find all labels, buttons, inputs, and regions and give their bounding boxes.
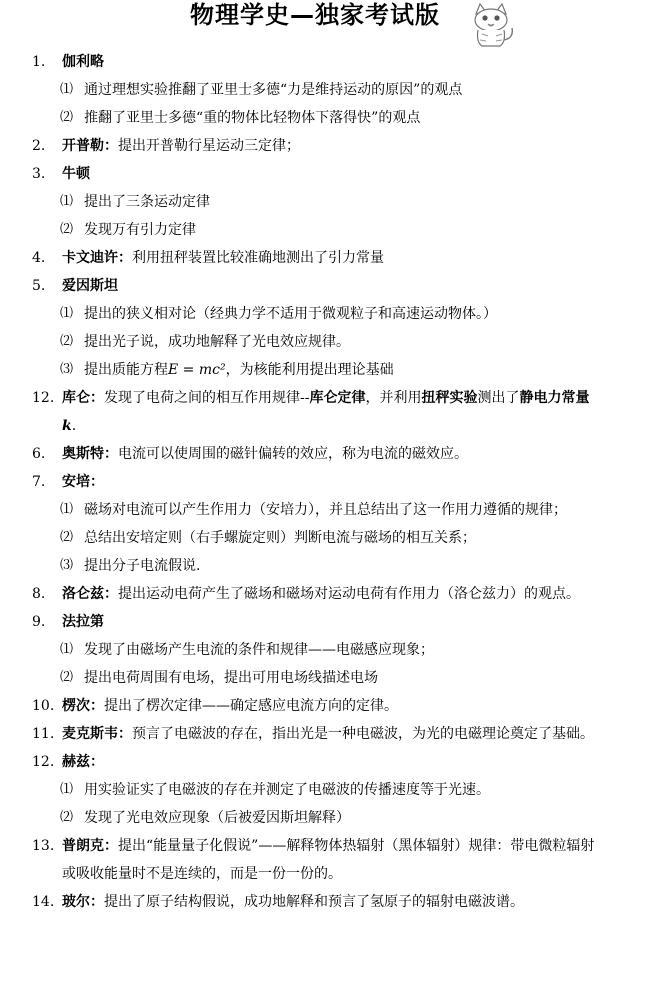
formula: E = mc² [168,362,226,378]
name-separator: ： [104,446,118,462]
sub-item [0,356,640,384]
item-number: 1. [32,54,46,70]
item-number: 14. [32,894,55,910]
item-number: 9. [32,614,46,630]
list-item [0,48,640,76]
item-description: 利用扭秤装置比较准确地测出了引力常量 [132,250,384,266]
sub-item-marker: ⑴ [60,306,74,321]
list-item [0,244,640,272]
item-number: 2. [32,138,46,154]
sub-item [0,104,640,132]
scientist-name: 法拉第 [62,614,104,630]
item-description: 电流可以使周围的磁针偏转的效应，称为电流的磁效应。 [118,446,468,462]
item-description: 提出开普勒行星运动三定律； [118,138,300,154]
list-item [0,608,640,636]
sub-item-text: 发现万有引力定律 [84,222,196,238]
item-number: 3. [32,166,46,182]
name-separator: ： [104,586,118,602]
description-part: 扭秤实验 [421,390,478,406]
item-heading [0,440,640,468]
item-heading [0,692,640,720]
sub-item-text: ，为核能利用提出理论基础 [225,362,394,378]
history-list [0,48,640,916]
sub-item-text: 用实验证实了电磁波的存在并测定了电磁波的传播速度等于光速。 [84,782,490,798]
item-heading [0,48,640,76]
item-number: 5. [32,278,46,294]
item-heading [0,132,640,160]
item-heading [0,832,640,888]
scientist-name: 牛顿 [62,166,90,182]
sub-item [0,552,640,580]
sub-item-text: 磁场对电流可以产生作用力（安培力），并且总结出了这一作用力遵循的规律； [84,502,567,518]
list-item [0,748,640,776]
item-heading [0,720,640,748]
list-item [0,272,640,300]
name-separator: ： [90,474,104,490]
description-part: 发现了电荷之间的相互作用规律-- [104,390,310,406]
scientist-name: 楞次 [62,698,90,714]
name-separator: ： [118,250,132,266]
name-separator: ： [104,138,118,154]
sub-item-text: 提出了三条运动定律 [84,194,210,210]
sub-item-text: 发现了由磁场产生电流的条件和规律——电磁感应现象； [84,642,434,658]
list-item [0,132,640,160]
sub-item [0,804,640,832]
item-heading [0,160,640,188]
name-separator: ： [90,754,104,770]
sub-item-marker: ⑴ [60,82,74,97]
sub-item-text: 提出光子说，成功地解释了光电效应规律。 [84,334,350,350]
list-item [0,720,640,748]
sub-item-text: 推翻了亚里士多德“重的物体比轻物体下落得快”的观点 [84,110,421,126]
name-separator: ： [90,894,104,910]
scientist-name: 普朗克 [62,838,104,854]
sub-item-marker: ⑴ [60,642,74,657]
sub-item [0,216,640,244]
sub-item [0,328,640,356]
name-separator: ： [90,698,104,714]
sub-item-marker: ⑴ [60,194,74,209]
item-heading [0,384,640,440]
name-separator: ： [118,726,132,742]
item-description: 提出了原子结构假说，成功地解释和预言了氢原子的辐射电磁波谱。 [104,894,524,910]
sub-item [0,664,640,692]
sub-item-marker: ⑴ [60,502,74,517]
sub-item-text: 提出的狭义相对论（经典力学不适用于微观粒子和高速运动物体。） [84,306,497,322]
sub-item-text: 发现了光电效应现象（后被爱因斯坦解释） [84,810,350,826]
sub-item-marker: ⑵ [60,334,74,349]
item-number: 10. [32,698,55,714]
description-part: ，并利用 [365,390,422,406]
name-separator: ： [104,838,118,854]
description-part: 库仑定律 [309,390,366,406]
sub-item-marker: ⑶ [60,558,74,573]
item-number: 13. [32,838,55,854]
sub-item [0,524,640,552]
item-heading [0,748,640,776]
scientist-name: 奥斯特 [62,446,104,462]
list-item [0,384,640,440]
cat-icon [466,0,518,48]
list-item [0,468,640,496]
scientist-name: 库仑 [62,390,90,406]
sub-item-text: 总结出安培定则（右手螺旋定则）判断电流与磁场的相互关系； [84,530,476,546]
description-part: 测出了 [477,390,520,406]
item-heading [0,608,640,636]
sub-item-marker: ⑴ [60,782,74,797]
item-heading [0,888,640,916]
sub-item [0,188,640,216]
scientist-name: 洛仑兹 [62,586,104,602]
item-description: 提出运动电荷产生了磁场和磁场对运动电荷有作用力（洛仑兹力）的观点。 [118,586,580,602]
sub-item-marker: ⑵ [60,670,74,685]
page-title: 物理学史—独家考试版 [190,1,440,29]
item-number: 7. [32,474,46,490]
sub-item-text: 提出电荷周围有电场，提出可用电场线描述电场 [84,670,378,686]
sub-item-text: 提出质能方程 [84,362,168,378]
name-separator: ： [90,390,104,406]
sub-item [0,300,640,328]
list-item [0,832,640,888]
scientist-name: 开普勒 [62,138,104,154]
description-part: 静电力常量 [519,390,590,406]
item-number: 8. [32,586,46,602]
sub-item-marker: ⑶ [60,362,74,377]
scientist-name: 爱因斯坦 [62,278,118,294]
item-description: 提出“能量量子化假说”——解释物体热辐射（黑体辐射）规律：带电微粒辐射或吸收能量时不是连续的，而是一份一份的。 [62,838,595,882]
item-number: 4. [32,250,46,266]
scientist-name: 赫兹 [62,754,90,770]
item-description: 预言了电磁波的存在，指出光是一种电磁波，为光的电磁理论奠定了基础。 [132,726,594,742]
item-number: 11. [32,726,55,742]
item-number: 6. [32,446,46,462]
sub-item [0,496,640,524]
scientist-name: 麦克斯韦 [62,726,118,742]
sub-item [0,776,640,804]
sub-item-marker: ⑵ [60,530,74,545]
sub-item [0,76,640,104]
item-heading [0,580,640,608]
item-heading [0,468,640,496]
sub-item-text: 通过理想实验推翻了亚里士多德“力是维持运动的原因”的观点 [84,82,463,98]
sub-item [0,636,640,664]
list-item [0,692,640,720]
scientist-name: 安培 [62,474,90,490]
scientist-name: 卡文迪许 [62,250,118,266]
scientist-name: 伽利略 [62,54,104,70]
item-heading [0,272,640,300]
list-item [0,160,640,188]
scientist-name: 玻尔 [62,894,90,910]
item-number: 12. [32,390,55,406]
sub-item-marker: ⑵ [60,810,74,825]
list-item [0,440,640,468]
item-heading [0,244,640,272]
description-part: k [62,418,72,434]
sub-item-text: 提出分子电流假说. [84,558,201,574]
item-number: 12. [32,754,55,770]
description-part: . [71,418,77,434]
sub-item-marker: ⑵ [60,110,74,125]
list-item [0,888,640,916]
list-item [0,580,640,608]
item-description: 提出了楞次定律——确定感应电流方向的定律。 [104,698,398,714]
sub-item-marker: ⑵ [60,222,74,237]
